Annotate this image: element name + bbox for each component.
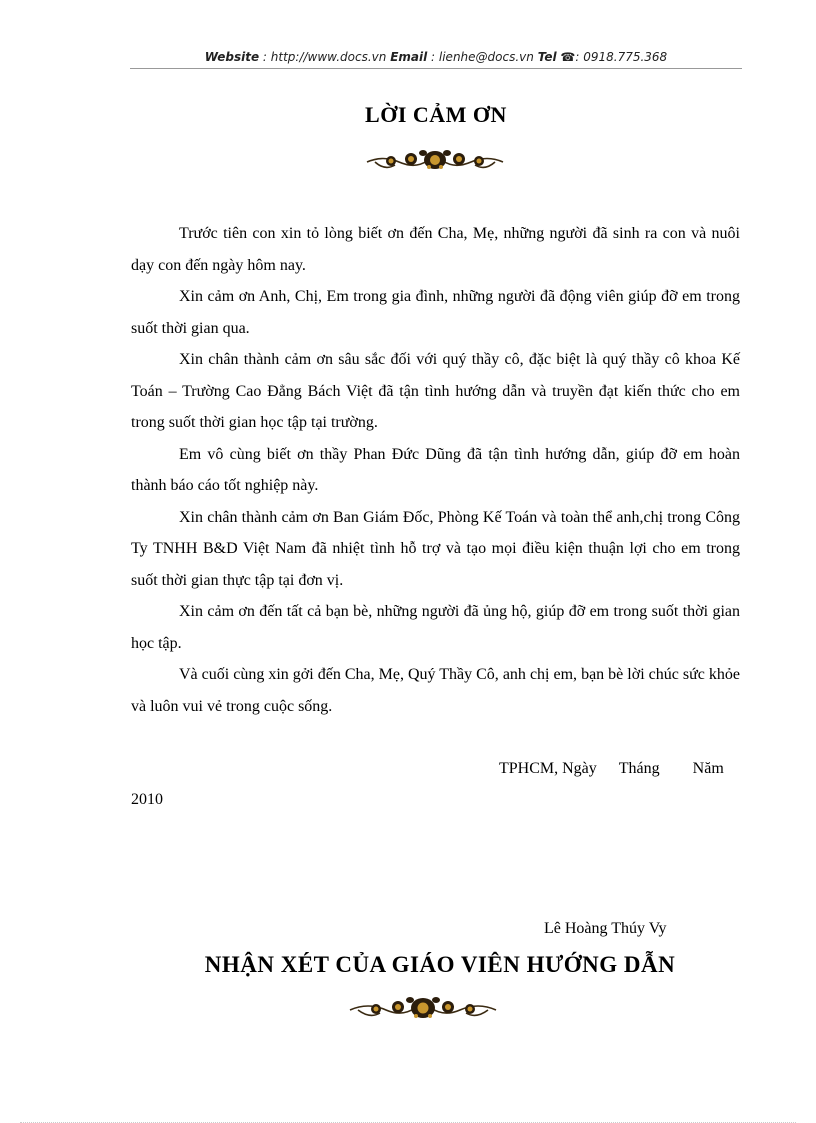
header-divider <box>130 68 742 69</box>
paragraph: Xin cảm ơn đến tất cả bạn bè, những người đã ủng hộ, giúp đỡ em trong suốt thời gian học tập. <box>131 603 740 652</box>
email-value: : lienhe@docs.vn <box>427 50 538 64</box>
paragraph: Và cuối cùng xin gởi đến Cha, Mẹ, Quý Thầy Cô, anh chị em, bạn bè lời chúc sức khỏe và luôn vui vẻ trong cuộc sống. <box>131 666 740 715</box>
paragraph: Xin chân thành cảm ơn Ban Giám Đốc, Phòng Kế Toán và toàn thể anh,chị trong Công Ty TNHH B&D Việt Nam đã nhiệt tình hỗ trợ và tạo mọi điều kiện thuận lợi cho em trong suốt thời gian thực tập tại đơn vị. <box>131 508 740 589</box>
paragraph: Em vô cùng biết ơn thầy Phan Đức Dũng đã tận tình hướng dẫn, giúp đỡ em hoàn thành báo cáo tốt nghiệp này. <box>131 445 740 494</box>
acknowledgement-body <box>131 218 740 722</box>
floral-divider-icon <box>348 992 498 1026</box>
website-value: : http://www.docs.vn <box>259 50 391 64</box>
page-header <box>130 50 742 64</box>
phone-icon: ☎ <box>560 50 576 64</box>
paragraph: Xin chân thành cảm ơn sâu sắc đối với quý thầy cô, đặc biệt là quý thầy cô khoa Kế Toán – Trường Cao Đẳng Bách Việt đã tận tình hướng dẫn và truyền đạt kiến thức cho em trong suốt thời gian học tập tại trường. <box>131 351 740 431</box>
date-month: Tháng <box>618 760 660 777</box>
email-label: Email <box>390 50 428 64</box>
page-title: LỜI CẢM ƠN <box>365 102 507 127</box>
paragraph: Xin cảm ơn Anh, Chị, Em trong gia đình, những người đã động viên giúp đỡ em trong suốt thời gian qua. <box>131 288 740 337</box>
date-line <box>499 760 724 778</box>
signature-name: Lê Hoàng Thúy Vy <box>544 920 667 937</box>
website-label: Website <box>204 50 260 64</box>
date-year: 2010 <box>131 791 163 808</box>
tel-label: Tel <box>537 50 557 64</box>
floral-divider-icon <box>365 145 505 179</box>
date-year-word: Năm <box>692 760 724 777</box>
date-place-day: TPHCM, Ngày <box>499 760 597 777</box>
tel-value: : 0918.775.368 <box>575 50 668 64</box>
section-title: NHẬN XÉT CỦA GIÁO VIÊN HƯỚNG DẪN <box>204 952 676 977</box>
paragraph: Trước tiên con xin tỏ lòng biết ơn đến Cha, Mẹ, những người đã sinh ra con và nuôi dạy con đến ngày hôm nay. <box>131 225 740 274</box>
